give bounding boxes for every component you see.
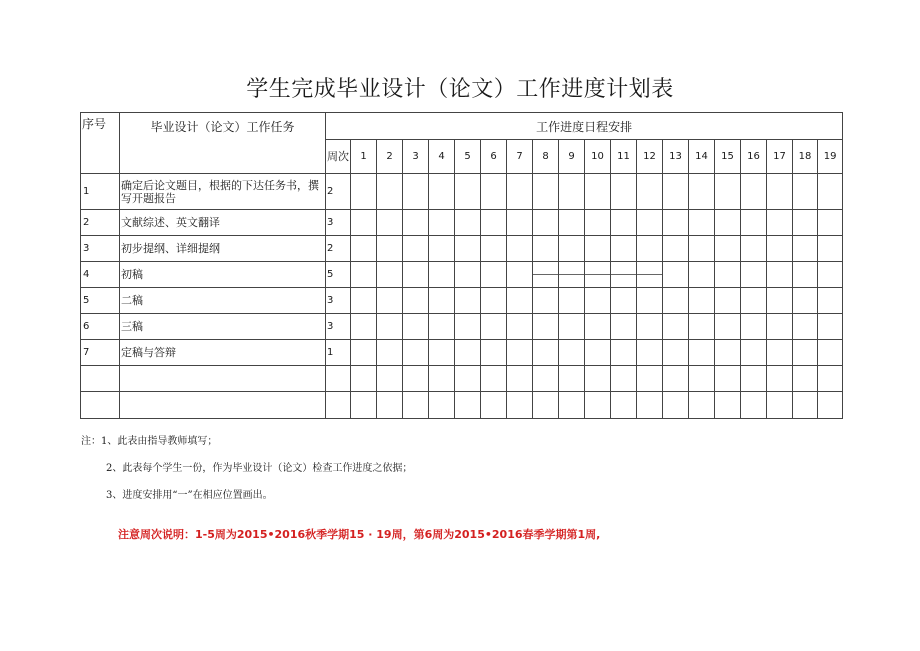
- schedule-cell[interactable]: [559, 340, 585, 366]
- schedule-cell[interactable]: [715, 366, 741, 392]
- schedule-cell[interactable]: [741, 288, 767, 314]
- schedule-cell[interactable]: [741, 210, 767, 236]
- schedule-cell[interactable]: [715, 288, 741, 314]
- schedule-cell[interactable]: [585, 236, 611, 262]
- week-number-header: 5: [455, 140, 481, 174]
- schedule-cell[interactable]: [767, 210, 793, 236]
- schedule-cell[interactable]: [611, 262, 637, 288]
- schedule-cell[interactable]: [377, 392, 403, 419]
- week-count: 5: [326, 262, 351, 288]
- schedule-cell[interactable]: [455, 366, 481, 392]
- schedule-cell[interactable]: [351, 392, 377, 419]
- schedule-cell[interactable]: [429, 174, 455, 210]
- schedule-cell[interactable]: [793, 262, 818, 288]
- schedule-cell[interactable]: [403, 340, 429, 366]
- schedule-cell[interactable]: [715, 210, 741, 236]
- schedule-cell[interactable]: [715, 314, 741, 340]
- row-number: 4: [81, 262, 120, 288]
- week-number-header: 18: [793, 140, 818, 174]
- week-explanation-warning: 注意周次说明：1-5周为2015•2016秋季学期15 · 19周，第6周为2015•2016春季学期第1周,: [118, 528, 601, 541]
- schedule-cell[interactable]: [611, 236, 637, 262]
- task-description: 定稿与答辩: [120, 340, 326, 366]
- schedule-cell[interactable]: [507, 210, 533, 236]
- schedule-cell[interactable]: [741, 340, 767, 366]
- note-2: 2、此表每个学生一份，作为毕业设计（论文）检查工作进度之依据；: [106, 463, 413, 474]
- week-count: 3: [326, 314, 351, 340]
- schedule-cell[interactable]: [689, 288, 715, 314]
- schedule-cell[interactable]: [429, 366, 455, 392]
- schedule-cell[interactable]: [585, 288, 611, 314]
- schedule-cell[interactable]: [559, 236, 585, 262]
- schedule-cell[interactable]: [403, 236, 429, 262]
- schedule-cell[interactable]: [377, 340, 403, 366]
- schedule-cell[interactable]: [637, 236, 663, 262]
- schedule-cell[interactable]: [767, 366, 793, 392]
- schedule-cell[interactable]: [403, 262, 429, 288]
- progress-plan-table: [80, 112, 843, 419]
- schedule-cell[interactable]: [793, 392, 818, 419]
- schedule-cell[interactable]: [663, 262, 689, 288]
- schedule-cell[interactable]: [429, 392, 455, 419]
- schedule-cell[interactable]: [455, 314, 481, 340]
- schedule-cell[interactable]: [663, 340, 689, 366]
- schedule-cell[interactable]: [481, 262, 507, 288]
- schedule-cell[interactable]: [403, 392, 429, 419]
- schedule-cell[interactable]: [377, 262, 403, 288]
- schedule-cell[interactable]: [689, 174, 715, 210]
- schedule-cell[interactable]: [818, 288, 843, 314]
- week-number-header: 8: [533, 140, 559, 174]
- week-number-header: 14: [689, 140, 715, 174]
- schedule-cell[interactable]: [741, 174, 767, 210]
- task-description: 初稿: [120, 262, 326, 288]
- schedule-cell[interactable]: [793, 236, 818, 262]
- schedule-cell[interactable]: [818, 340, 843, 366]
- row-number: 1: [81, 174, 120, 210]
- progress-dash-mark: [637, 274, 662, 275]
- schedule-cell[interactable]: [637, 210, 663, 236]
- schedule-cell[interactable]: [455, 210, 481, 236]
- schedule-cell[interactable]: [403, 314, 429, 340]
- schedule-cell[interactable]: [793, 288, 818, 314]
- schedule-cell[interactable]: [533, 288, 559, 314]
- schedule-cell[interactable]: [585, 210, 611, 236]
- schedule-cell[interactable]: [559, 262, 585, 288]
- schedule-cell[interactable]: [585, 314, 611, 340]
- schedule-cell[interactable]: [533, 366, 559, 392]
- task-description: 文献综述、英文翻译: [120, 210, 326, 236]
- table-row: [81, 262, 843, 288]
- schedule-cell[interactable]: [767, 262, 793, 288]
- schedule-cell[interactable]: [429, 236, 455, 262]
- week-number-header: 3: [403, 140, 429, 174]
- schedule-cell[interactable]: [611, 340, 637, 366]
- schedule-cell[interactable]: [689, 262, 715, 288]
- schedule-cell[interactable]: [715, 262, 741, 288]
- schedule-cell[interactable]: [637, 340, 663, 366]
- schedule-cell[interactable]: [429, 340, 455, 366]
- week-count: [326, 392, 351, 419]
- week-number-header: 6: [481, 140, 507, 174]
- schedule-cell[interactable]: [611, 174, 637, 210]
- table-row: [81, 210, 843, 236]
- schedule-cell[interactable]: [351, 314, 377, 340]
- schedule-cell[interactable]: [429, 262, 455, 288]
- schedule-cell[interactable]: [403, 366, 429, 392]
- schedule-cell[interactable]: [559, 174, 585, 210]
- table-row: [81, 340, 843, 366]
- note-3: 3、进度安排用“一”在相应位置画出。: [106, 490, 273, 501]
- schedule-cell[interactable]: [689, 392, 715, 419]
- schedule-cell[interactable]: [455, 236, 481, 262]
- schedule-cell[interactable]: [818, 366, 843, 392]
- schedule-cell[interactable]: [377, 174, 403, 210]
- schedule-cell[interactable]: [351, 262, 377, 288]
- schedule-cell[interactable]: [689, 314, 715, 340]
- schedule-cell[interactable]: [481, 236, 507, 262]
- row-number: 6: [81, 314, 120, 340]
- table-row: [81, 174, 843, 210]
- schedule-cell[interactable]: [585, 340, 611, 366]
- schedule-cell[interactable]: [351, 210, 377, 236]
- row-number: [81, 366, 120, 392]
- schedule-cell[interactable]: [663, 288, 689, 314]
- schedule-cell[interactable]: [715, 236, 741, 262]
- schedule-cell[interactable]: [351, 340, 377, 366]
- schedule-cell[interactable]: [455, 340, 481, 366]
- schedule-cell[interactable]: [559, 210, 585, 236]
- schedule-cell[interactable]: [611, 314, 637, 340]
- task-description: 三稿: [120, 314, 326, 340]
- schedule-cell[interactable]: [533, 236, 559, 262]
- schedule-cell[interactable]: [351, 366, 377, 392]
- week-count: 1: [326, 340, 351, 366]
- column-header-weeks: 周次: [326, 140, 351, 174]
- week-count: 2: [326, 236, 351, 262]
- schedule-cell[interactable]: [559, 288, 585, 314]
- schedule-cell[interactable]: [377, 288, 403, 314]
- week-number-header: 19: [818, 140, 843, 174]
- week-count: [326, 366, 351, 392]
- schedule-cell[interactable]: [377, 210, 403, 236]
- schedule-cell[interactable]: [767, 236, 793, 262]
- schedule-cell[interactable]: [663, 392, 689, 419]
- schedule-cell[interactable]: [689, 340, 715, 366]
- note-1: 注：1、此表由指导教师填写；: [81, 436, 218, 447]
- schedule-cell[interactable]: [637, 174, 663, 210]
- schedule-cell[interactable]: [429, 210, 455, 236]
- week-number-header: 2: [377, 140, 403, 174]
- schedule-cell[interactable]: [715, 392, 741, 419]
- week-number-header: 10: [585, 140, 611, 174]
- schedule-cell[interactable]: [377, 366, 403, 392]
- schedule-cell[interactable]: [715, 174, 741, 210]
- schedule-cell[interactable]: [481, 288, 507, 314]
- schedule-cell[interactable]: [793, 366, 818, 392]
- table-row: [81, 288, 843, 314]
- schedule-cell[interactable]: [377, 314, 403, 340]
- week-count: 3: [326, 288, 351, 314]
- schedule-cell[interactable]: [507, 236, 533, 262]
- week-number-header: 13: [663, 140, 689, 174]
- column-header-task: 毕业设计（论文）工作任务: [120, 113, 326, 174]
- week-number-header: 15: [715, 140, 741, 174]
- schedule-cell[interactable]: [559, 392, 585, 419]
- week-number-header: 17: [767, 140, 793, 174]
- schedule-cell[interactable]: [637, 366, 663, 392]
- schedule-cell[interactable]: [689, 366, 715, 392]
- schedule-cell[interactable]: [481, 174, 507, 210]
- schedule-cell[interactable]: [767, 174, 793, 210]
- task-description: 初步提纲、详细提纲: [120, 236, 326, 262]
- row-number: 3: [81, 236, 120, 262]
- schedule-cell[interactable]: [481, 392, 507, 419]
- schedule-cell[interactable]: [533, 262, 559, 288]
- column-header-no: 序号: [81, 113, 120, 174]
- schedule-cell[interactable]: [663, 210, 689, 236]
- schedule-cell[interactable]: [741, 262, 767, 288]
- progress-dash-mark: [559, 274, 584, 275]
- schedule-cell[interactable]: [351, 288, 377, 314]
- schedule-cell[interactable]: [507, 340, 533, 366]
- schedule-cell[interactable]: [741, 236, 767, 262]
- schedule-cell[interactable]: [403, 288, 429, 314]
- schedule-cell[interactable]: [818, 314, 843, 340]
- schedule-cell[interactable]: [481, 366, 507, 392]
- week-count: 2: [326, 174, 351, 210]
- schedule-cell[interactable]: [403, 174, 429, 210]
- row-number: [81, 392, 120, 419]
- schedule-cell[interactable]: [663, 314, 689, 340]
- schedule-cell[interactable]: [818, 392, 843, 419]
- schedule-cell[interactable]: [585, 392, 611, 419]
- schedule-cell[interactable]: [611, 288, 637, 314]
- schedule-cell[interactable]: [793, 210, 818, 236]
- schedule-cell[interactable]: [637, 288, 663, 314]
- schedule-cell[interactable]: [793, 314, 818, 340]
- table-row: [81, 392, 843, 419]
- schedule-cell[interactable]: [818, 174, 843, 210]
- schedule-cell[interactable]: [689, 236, 715, 262]
- schedule-cell[interactable]: [585, 174, 611, 210]
- week-number-header: 9: [559, 140, 585, 174]
- schedule-cell[interactable]: [741, 392, 767, 419]
- schedule-cell[interactable]: [767, 340, 793, 366]
- schedule-cell[interactable]: [533, 314, 559, 340]
- schedule-cell[interactable]: [429, 314, 455, 340]
- schedule-cell[interactable]: [455, 392, 481, 419]
- schedule-cell[interactable]: [507, 366, 533, 392]
- progress-dash-mark: [533, 274, 558, 275]
- table-row: [81, 236, 843, 262]
- week-number-header: 1: [351, 140, 377, 174]
- table-row: [81, 314, 843, 340]
- page-title: 学生完成毕业设计（论文）工作进度计划表: [246, 77, 674, 102]
- column-header-schedule: 工作进度日程安排: [326, 113, 843, 140]
- schedule-cell[interactable]: [689, 210, 715, 236]
- schedule-cell[interactable]: [585, 262, 611, 288]
- schedule-cell[interactable]: [455, 288, 481, 314]
- progress-dash-mark: [611, 274, 636, 275]
- schedule-cell[interactable]: [741, 314, 767, 340]
- schedule-cell[interactable]: [533, 392, 559, 419]
- schedule-cell[interactable]: [585, 366, 611, 392]
- table-row: [81, 366, 843, 392]
- schedule-cell[interactable]: [793, 340, 818, 366]
- task-description: [120, 366, 326, 392]
- week-count: 3: [326, 210, 351, 236]
- schedule-cell[interactable]: [507, 314, 533, 340]
- schedule-cell[interactable]: [429, 288, 455, 314]
- schedule-cell[interactable]: [351, 174, 377, 210]
- progress-dash-mark: [585, 274, 610, 275]
- schedule-cell[interactable]: [767, 392, 793, 419]
- schedule-cell[interactable]: [559, 314, 585, 340]
- schedule-cell[interactable]: [533, 174, 559, 210]
- schedule-cell[interactable]: [377, 236, 403, 262]
- week-number-header: 4: [429, 140, 455, 174]
- schedule-cell[interactable]: [481, 210, 507, 236]
- schedule-cell[interactable]: [351, 236, 377, 262]
- schedule-cell[interactable]: [793, 174, 818, 210]
- schedule-cell[interactable]: [507, 288, 533, 314]
- row-number: 7: [81, 340, 120, 366]
- schedule-cell[interactable]: [507, 392, 533, 419]
- schedule-cell[interactable]: [767, 314, 793, 340]
- week-number-header: 16: [741, 140, 767, 174]
- schedule-cell[interactable]: [818, 262, 843, 288]
- schedule-cell[interactable]: [455, 262, 481, 288]
- task-description: [120, 392, 326, 419]
- schedule-cell[interactable]: [663, 236, 689, 262]
- task-description: 二稿: [120, 288, 326, 314]
- schedule-cell[interactable]: [637, 262, 663, 288]
- week-number-header: 7: [507, 140, 533, 174]
- schedule-cell[interactable]: [715, 340, 741, 366]
- task-description: 确定后论文题目，根据的下达任务书，撰写开题报告: [120, 174, 326, 210]
- schedule-cell[interactable]: [403, 210, 429, 236]
- schedule-cell[interactable]: [663, 174, 689, 210]
- schedule-cell[interactable]: [533, 210, 559, 236]
- schedule-cell[interactable]: [663, 366, 689, 392]
- schedule-cell[interactable]: [507, 262, 533, 288]
- schedule-cell[interactable]: [559, 366, 585, 392]
- row-number: 2: [81, 210, 120, 236]
- week-number-header: 11: [611, 140, 637, 174]
- schedule-cell[interactable]: [507, 174, 533, 210]
- schedule-cell[interactable]: [611, 210, 637, 236]
- schedule-cell[interactable]: [455, 174, 481, 210]
- schedule-cell[interactable]: [767, 288, 793, 314]
- schedule-cell[interactable]: [637, 392, 663, 419]
- week-number-header: 12: [637, 140, 663, 174]
- schedule-cell[interactable]: [611, 392, 637, 419]
- row-number: 5: [81, 288, 120, 314]
- schedule-cell[interactable]: [481, 340, 507, 366]
- schedule-cell[interactable]: [611, 366, 637, 392]
- schedule-cell[interactable]: [818, 210, 843, 236]
- schedule-cell[interactable]: [741, 366, 767, 392]
- schedule-cell[interactable]: [818, 236, 843, 262]
- schedule-cell[interactable]: [637, 314, 663, 340]
- schedule-cell[interactable]: [481, 314, 507, 340]
- schedule-cell[interactable]: [533, 340, 559, 366]
